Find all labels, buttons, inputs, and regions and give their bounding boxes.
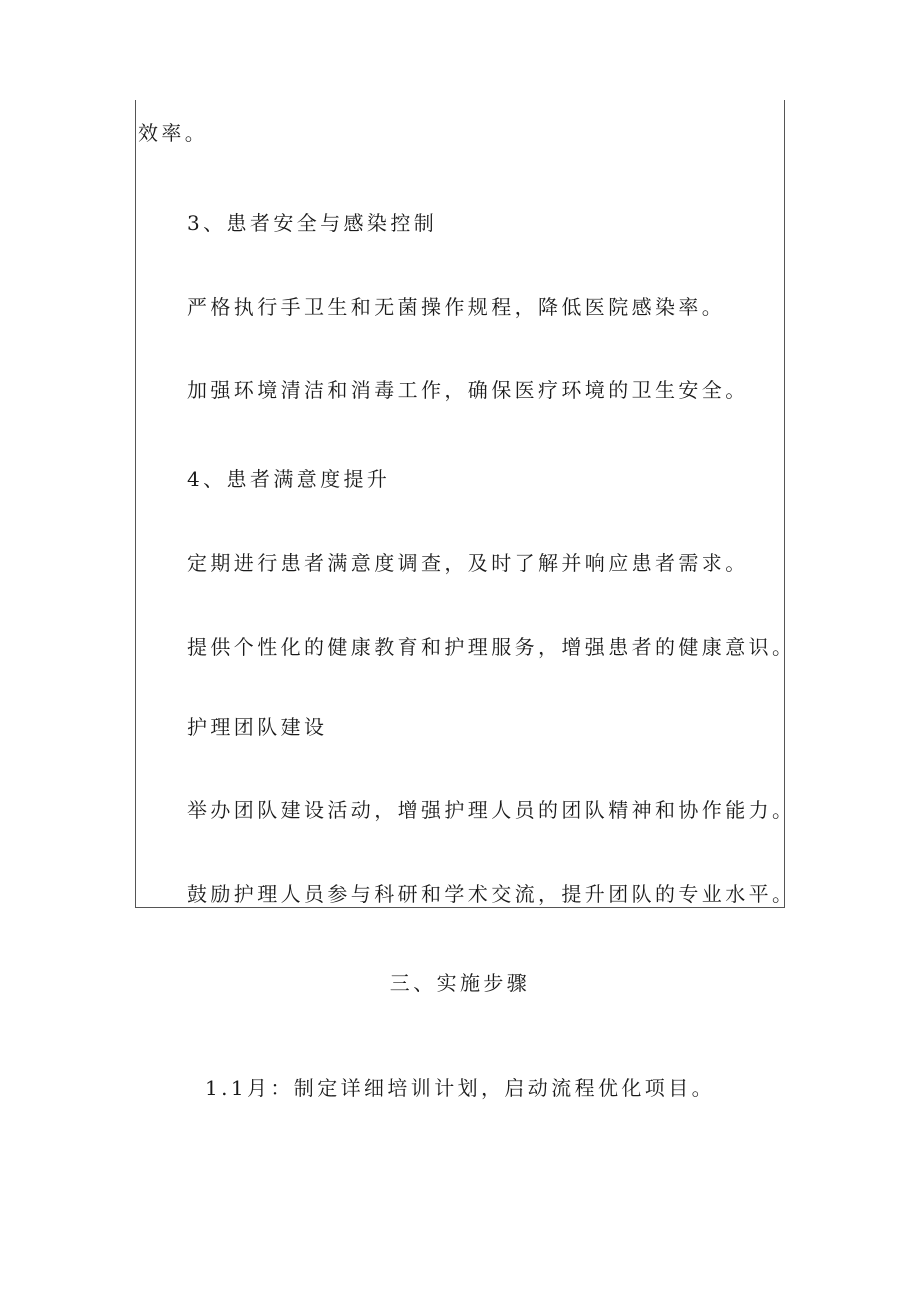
- text-line-environment: 加强环境清洁和消毒工作，确保医疗环境的卫生安全。: [187, 378, 749, 402]
- text-line-hand-hygiene: 严格执行手卫生和无菌操作规程，降低医院感染率。: [187, 295, 726, 319]
- text-line-survey: 定期进行患者满意度调查，及时了解并响应患者需求。: [187, 551, 749, 575]
- text-line-education: 提供个性化的健康教育和护理服务，增强患者的健康意识。: [187, 635, 796, 659]
- section-heading: 三、实施步骤: [389, 971, 531, 995]
- text-line-team-activities: 举办团队建设活动，增强护理人员的团队精神和协作能力。: [187, 798, 796, 822]
- subheading-team-building: 护理团队建设: [187, 715, 328, 739]
- text-line-research: 鼓励护理人员参与科研和学术交流，提升团队的专业水平。: [187, 882, 796, 906]
- subheading-satisfaction: 4、患者满意度提升: [187, 467, 391, 491]
- text-line-continuation: 效率。: [138, 121, 209, 145]
- subheading-patient-safety: 3、患者安全与感染控制: [187, 211, 438, 235]
- step-1-text: 1.1月：制定详细培训计划，启动流程优化项目。: [204, 1076, 715, 1100]
